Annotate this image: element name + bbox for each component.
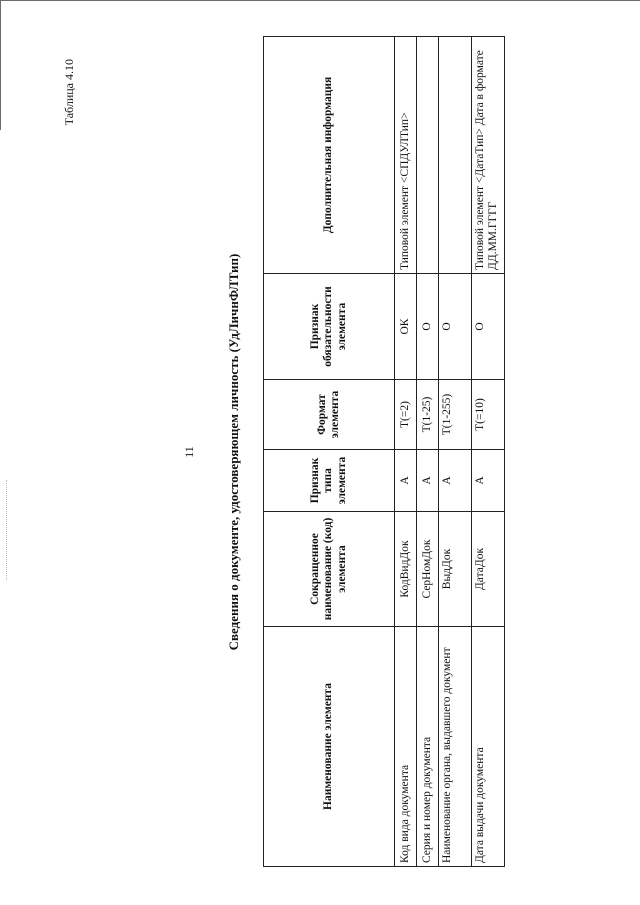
scan-edge-dotted xyxy=(6,480,8,580)
cell-code: СерНомДок xyxy=(417,512,439,627)
cell-required: О xyxy=(472,274,505,380)
table-row xyxy=(472,37,505,867)
cell-format: T(=2) xyxy=(395,380,417,450)
header-additional-info: Дополнительная информация xyxy=(264,37,395,274)
cell-info: Типовой элемент <СПДУЛТип> xyxy=(395,37,417,274)
document-title: Сведения о документе, удостоверяющем личность (УдЛичнФЛТип) xyxy=(226,253,241,651)
cell-info xyxy=(439,37,472,274)
cell-format: T(=10) xyxy=(472,380,505,450)
element-table xyxy=(263,36,505,867)
header-element-required: Признак обязательности элемента xyxy=(264,274,395,380)
table-row xyxy=(395,37,417,867)
cell-name: Дата выдачи документа xyxy=(472,627,505,867)
cell-type: А xyxy=(472,450,505,512)
cell-format: T(1-25) xyxy=(417,380,439,450)
cell-code: КодВидДок xyxy=(395,512,417,627)
rotated-page xyxy=(40,37,600,867)
cell-required: ОК xyxy=(395,274,417,380)
cell-name: Наименование органа, выдавшего документ xyxy=(439,627,472,867)
table-caption: Таблица 4.10 xyxy=(62,59,76,126)
scan-edge-left xyxy=(0,0,1,130)
cell-required: О xyxy=(439,274,472,380)
table-header-row xyxy=(264,37,395,867)
cell-info xyxy=(417,37,439,274)
cell-format: T(1-255) xyxy=(439,380,472,450)
cell-required: О xyxy=(417,274,439,380)
header-element-name: Наименование элемента xyxy=(264,627,395,867)
cell-type: А xyxy=(417,450,439,512)
cell-code: ДатаДок xyxy=(472,512,505,627)
cell-name: Код вида документа xyxy=(395,627,417,867)
cell-code: ВыдДок xyxy=(439,512,472,627)
header-element-code: Сокращенное наименование (код) элемента xyxy=(264,512,395,627)
table-row xyxy=(417,37,439,867)
cell-type: А xyxy=(395,450,417,512)
header-element-format: Формат элемента xyxy=(264,380,395,450)
page-number: 11 xyxy=(182,446,196,458)
cell-type: А xyxy=(439,450,472,512)
cell-name: Серия и номер документа xyxy=(417,627,439,867)
scan-edge-top xyxy=(0,0,640,1)
table-row xyxy=(439,37,472,867)
header-element-type: Признак типа элемента xyxy=(264,450,395,512)
cell-info: Типовой элемент <ДатаТип> Дата в формате ДД.ММ.ГГГГ xyxy=(472,37,505,274)
